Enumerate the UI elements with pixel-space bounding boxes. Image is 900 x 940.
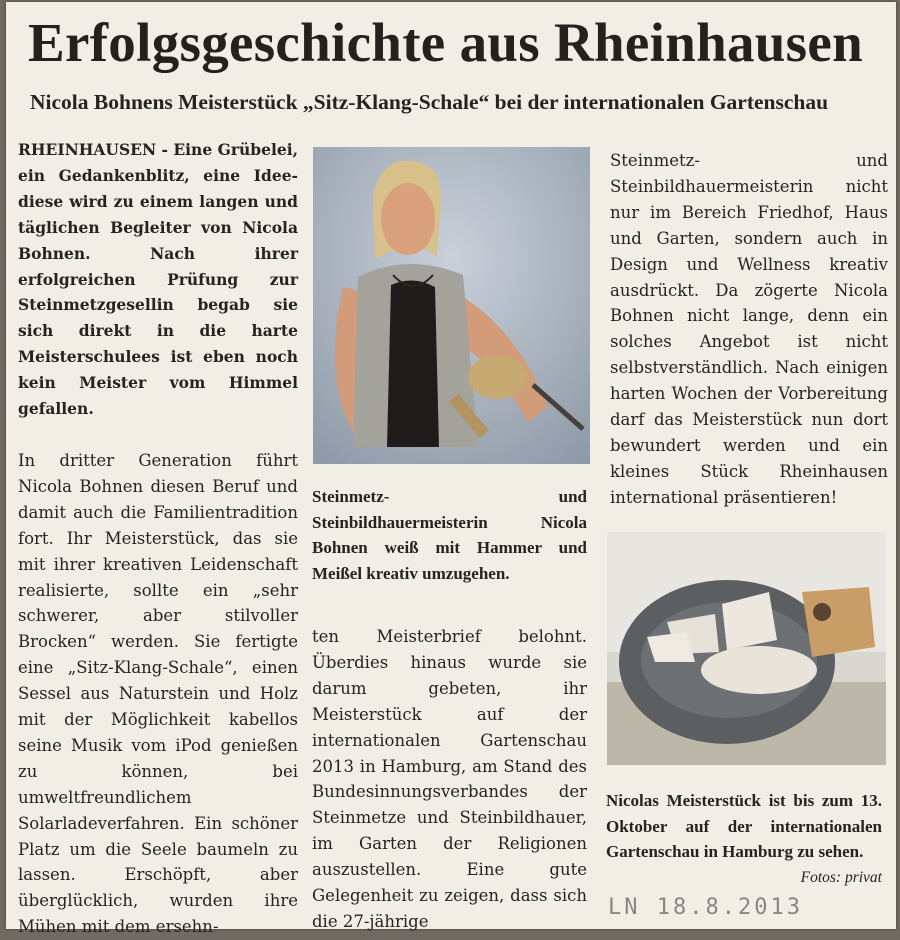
column-2: [312, 484, 587, 935]
lead-paragraph: RHEINHAUSEN - Eine Grübelei, ein Gedankenblitz, eine Idee- diese wird zu einem langen und täglichen Begleiter von Nicola Bohnen. Nach ihrer erfolgreichen Prüfung zur Steinmetzgesellin begab sie sich direkt in die harte Meisterschulees ist eben noch kein Meister vom Himmel gefallen.: [18, 140, 298, 419]
portrait-photo: [313, 147, 590, 464]
photo-credit: Fotos: privat: [800, 868, 882, 886]
headline: Erfolgsgeschichte aus Rheinhausen: [28, 12, 863, 73]
column-3: [610, 148, 888, 511]
subheadline: Nicola Bohnens Meisterstück „Sitz-Klang-Schale“ bei der internationalen Gartenschau: [30, 90, 829, 114]
body-paragraph-3: Steinmetz- und Steinbildhauermeisterin nicht nur im Bereich Friedhof, Haus und Garten, sondern auch in Design und Wellness kreativ ausdrückt. Da zögerte Nicola Bohnen nicht lange, denn ein solches Angebot ist nicht selbstverständlich. Nach einigen harten Wochen der Vorbereitung darf das Meisterstück nun dort bewundert werden und ein kleines Stück Rheinhausen international präsentieren!: [610, 151, 888, 507]
handwritten-date-note: LN 18.8.2013: [608, 895, 803, 920]
caption-portrait: Steinmetz- und Steinbildhauermeisterin Nicola Bohnen weiß mit Hammer und Meißel kreativ umzugehen.: [312, 487, 587, 583]
chair-photo: [607, 532, 886, 765]
caption-chair-block: [606, 788, 882, 890]
column-1: [18, 137, 298, 940]
body-paragraph-2: ten Meisterbrief belohnt. Überdies hinaus wurde sie darum gebeten, ihr Meisterstück auf der internationalen Gartenschau 2013 in Hamburg, am Stand des Bundesinnungsverbandes der Steinmetze und Steinbildhauer, im Garten der Religionen auszustellen. Eine gute Gelegenheit zu zeigen, dass sich die 27-jährige: [312, 627, 587, 931]
caption-chair: Nicolas Meisterstück ist bis zum 13. Oktober auf der internationalen Gartenschau in Hamburg zu sehen.: [606, 791, 882, 861]
body-paragraph-1: In dritter Generation führt Nicola Bohnen diesen Beruf und damit auch die Familientradition fort. Ihr Meisterstück, das sie mit ihrer kreativen Leidenschaft realisierte, sollte ein „sehr schwerer, aber stilvoller Brocken“ werden. Sie fertigte eine „Sitz-Klang-Schale“, einen Sessel aus Naturstein und Holz mit der Möglichkeit kabellos seine Musik vom iPod genießen zu können, bei umweltfreundlichem Solarladeverfahren. Ein schöner Platz um die Seele baumeln zu lassen. Erschöpft, aber überglücklich, wurden ihre Mühen mit dem ersehn-: [18, 450, 298, 937]
